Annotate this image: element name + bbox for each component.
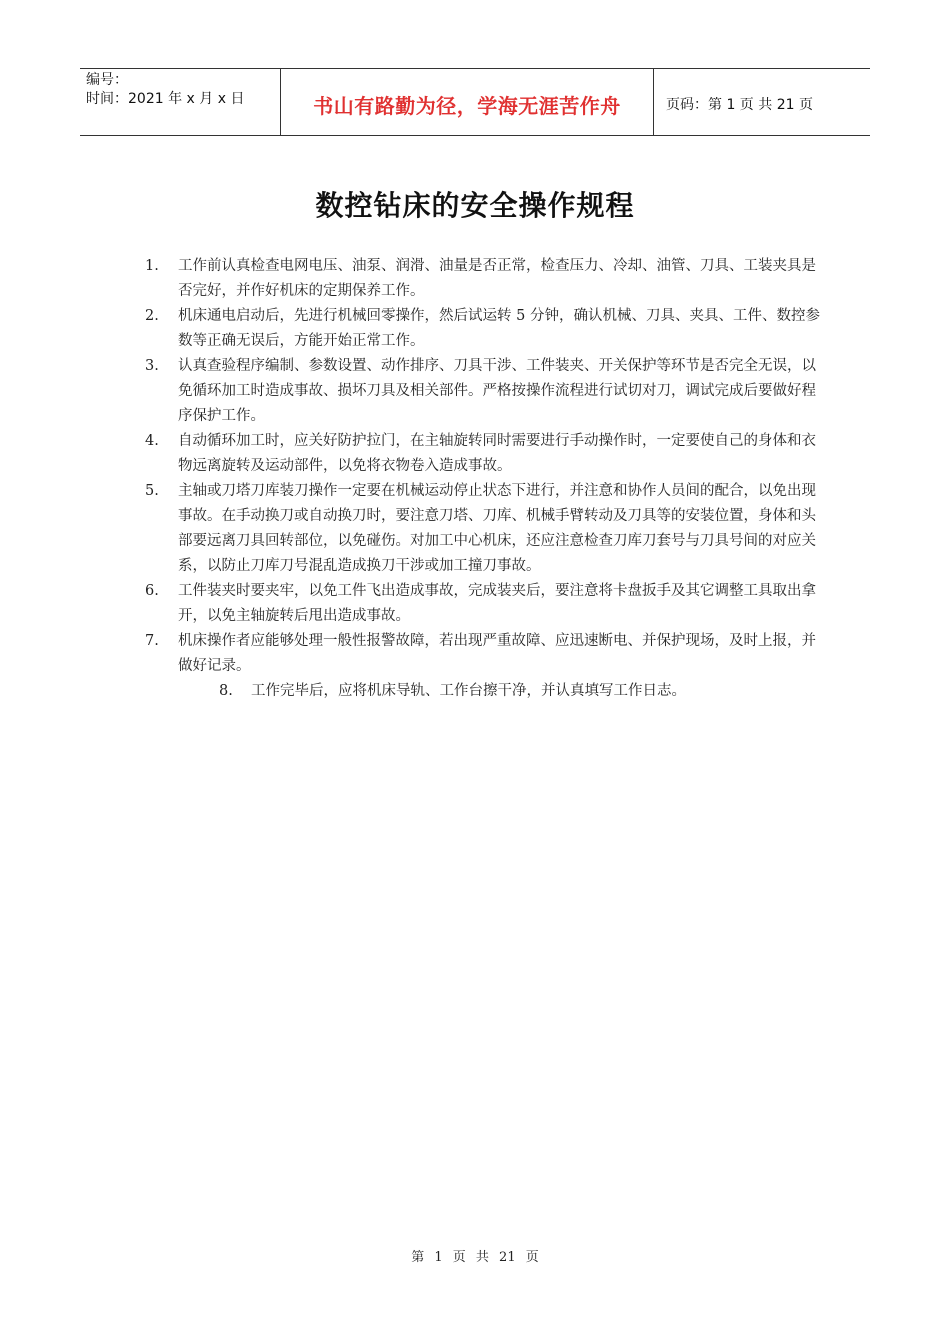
item-text: 自动循环加工时，应关好防护拉门，在主轴旋转同时需要进行手动操作时，一定要使自己的身体和衣物远离旋转及运动部件，以免将衣物卷入造成事故。 bbox=[178, 433, 816, 474]
list-item bbox=[145, 679, 820, 704]
item-text: 机床操作者应能够处理一般性报警故障，若出现严重故障、应迅速断电、并保护现场，及时上报，并做好记录。 bbox=[178, 633, 816, 674]
document-date: 时间：2021 年 x 月 x 日 bbox=[86, 91, 245, 107]
list-item bbox=[145, 254, 820, 304]
motto: 书山有路勤为径，学海无涯苦作舟 bbox=[313, 93, 621, 118]
item-number: 6. bbox=[145, 583, 159, 599]
item-text: 主轴或刀塔刀库装刀操作一定要在机械运动停止状态下进行，并注意和协作人员间的配合，以免出现事故。在手动换刀或自动换刀时，要注意刀塔、刀库、机械手臂转动及刀具等的安装位置，身体和头部要远离刀具回转部位，以免碰伤。对加工中心机床，还应注意检查刀库刀套号与刀具号间的对应关系，以防止刀库刀号混乱造成换刀干涉或加工撞刀事故。 bbox=[178, 483, 816, 574]
item-number: 8. bbox=[219, 683, 233, 699]
list-item bbox=[145, 304, 820, 354]
page-info: 页码：第 1 页 共 21 页 bbox=[666, 97, 813, 113]
procedure-list bbox=[145, 254, 820, 704]
header-motto-cell bbox=[281, 69, 654, 135]
list-item bbox=[145, 354, 820, 429]
item-text: 工作完毕后，应将机床导轨、工作台擦干净，并认真填写工作日志。 bbox=[251, 683, 686, 699]
list-item bbox=[145, 629, 820, 679]
item-number: 5. bbox=[145, 483, 159, 499]
document-number-label: 编号： bbox=[86, 72, 128, 88]
header-table bbox=[80, 68, 870, 136]
header-page-cell bbox=[654, 69, 870, 135]
page-footer: 第 1 页 共 21 页 bbox=[411, 1250, 539, 1265]
list-item bbox=[145, 429, 820, 479]
item-number: 4. bbox=[145, 433, 159, 449]
item-text: 工作前认真检查电网电压、油泵、润滑、油量是否正常，检查压力、冷却、油管、刀具、工装夹具是否完好，并作好机床的定期保养工作。 bbox=[178, 258, 816, 299]
item-text: 工件装夹时要夹牢，以免工件飞出造成事故，完成装夹后，要注意将卡盘扳手及其它调整工具取出拿开，以免主轴旋转后甩出造成事故。 bbox=[178, 583, 816, 624]
item-text: 认真查验程序编制、参数设置、动作排序、刀具干涉、工件装夹、开关保护等环节是否完全无误，以免循环加工时造成事故、损坏刀具及相关部件。严格按操作流程进行试切对刀，调试完成后要做好程序保护工作。 bbox=[178, 358, 816, 424]
list-item bbox=[145, 579, 820, 629]
document-title: 数控钻床的安全操作规程 bbox=[315, 189, 635, 222]
item-number: 7. bbox=[145, 633, 159, 649]
item-number: 1. bbox=[145, 258, 159, 274]
item-text: 机床通电启动后，先进行机械回零操作，然后试运转 5 分钟，确认机械、刀具、夹具、工件、数控参数等正确无误后，方能开始正常工作。 bbox=[178, 308, 820, 349]
item-number: 2. bbox=[145, 308, 159, 324]
header-meta-cell bbox=[80, 69, 281, 135]
list-item bbox=[145, 479, 820, 579]
item-number: 3. bbox=[145, 358, 159, 374]
